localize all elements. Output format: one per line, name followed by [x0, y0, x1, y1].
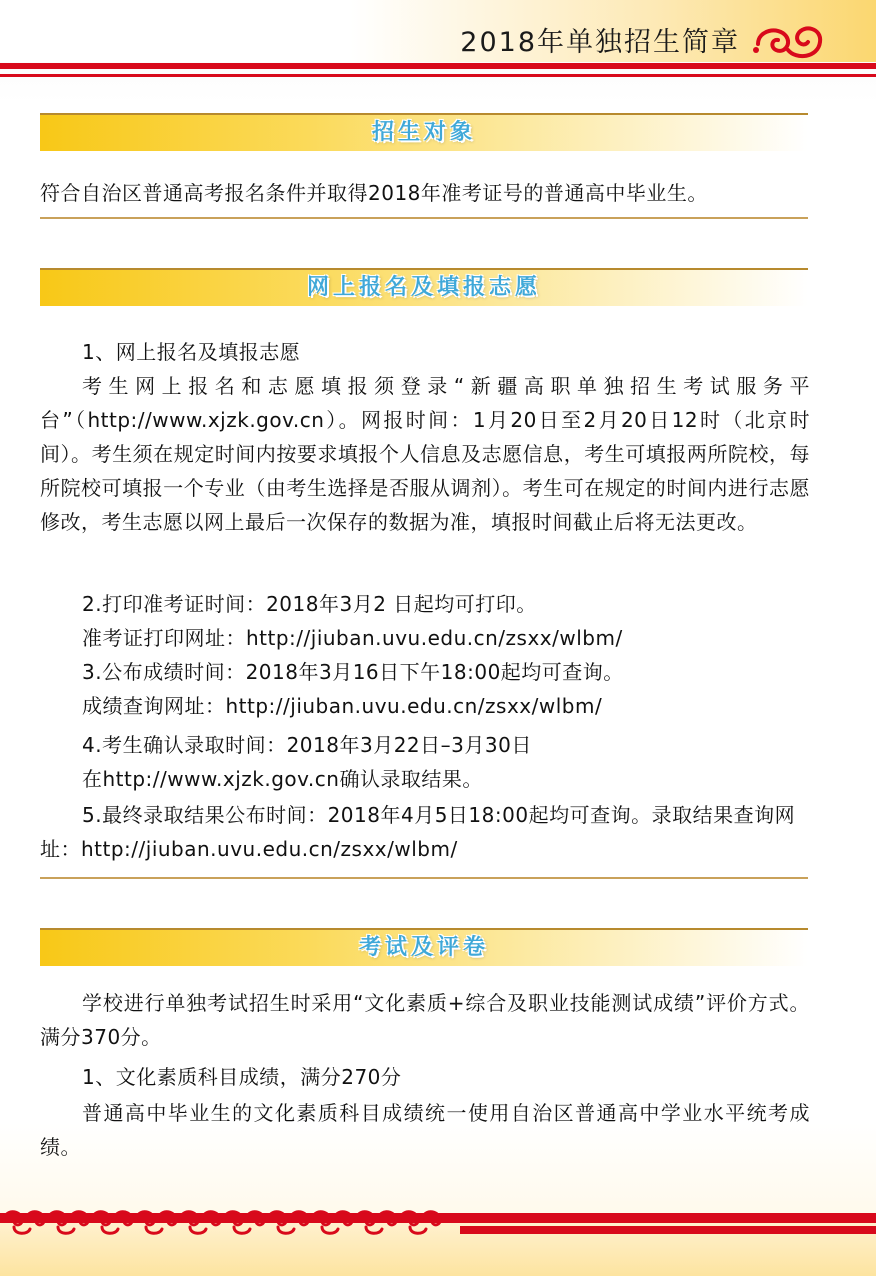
section-text: 学校进行单独考试招生时采用“文化素质+综合及职业技能测试成绩”评价方式。满分370分。 — [40, 991, 810, 1049]
section-title: 招生对象 — [371, 120, 476, 145]
section-divider — [40, 877, 808, 879]
document-title: 2018年单独招生简章 — [460, 27, 740, 58]
section-subheading: 1、文化素质科目成绩，满分270分 — [82, 1065, 402, 1089]
section-text: 普通高中毕业生的文化素质科目成绩统一使用自治区普通高中学业水平统考成绩。 — [40, 1101, 810, 1159]
page-header — [0, 0, 876, 62]
section-text: 准考证打印网址：http://jiuban.uvu.edu.cn/zsxx/wlbm/ — [82, 626, 623, 650]
footer-red-bar — [460, 1226, 876, 1234]
section-header-online-registration — [40, 268, 808, 306]
section-text: 成绩查询网址：http://jiuban.uvu.edu.cn/zsxx/wlbm/ — [82, 694, 603, 718]
header-red-line-thin — [0, 74, 876, 77]
swirl-border-icon — [0, 1199, 520, 1239]
section-text: 考生网上报名和志愿填报须登录“新疆高职单独招生考试服务平台”（http://www.xjzk.gov.cn）。网报时间：1月20日至2月20日12时（北京时间）。考生须在规定时间内按要求填报个人信息及志愿信息，考生可填报两所院校，每所院校可填报一个专业（由考生选择是否服从调剂）。考生可在规定的时间内进行志愿修改，考生志愿以网上最后一次保存的数据为准，填报时间截止后将无法更改。 — [40, 374, 810, 534]
section-subheading: 1、网上报名及填报志愿 — [82, 340, 301, 364]
section-text: 3.公布成绩时间：2018年3月16日下午18:00起均可查询。 — [82, 660, 624, 684]
section-text: 2.打印准考证时间：2018年3月2 日起均可打印。 — [82, 592, 537, 616]
section-divider — [40, 217, 808, 219]
section-header-enrollment-target — [40, 113, 808, 151]
section-header-exam-grading — [40, 928, 808, 966]
swirl-ornament-icon — [748, 20, 826, 64]
header-red-line — [0, 63, 876, 69]
section-text: 符合自治区普通高考报名条件并取得2018年准考证号的普通高中毕业生。 — [40, 181, 708, 205]
section-title: 网上报名及填报志愿 — [306, 275, 541, 300]
section-text: 4.考生确认录取时间：2018年3月22日–3月30日 — [82, 733, 532, 757]
section-title: 考试及评卷 — [358, 935, 489, 960]
section-text: 在http://www.xjzk.gov.cn确认录取结果。 — [82, 767, 483, 791]
section-text: 5.最终录取结果公布时间：2018年4月5日18:00起均可查询。录取结果查询网址：http://jiuban.uvu.edu.cn/zsxx/wlbm/ — [40, 803, 796, 861]
